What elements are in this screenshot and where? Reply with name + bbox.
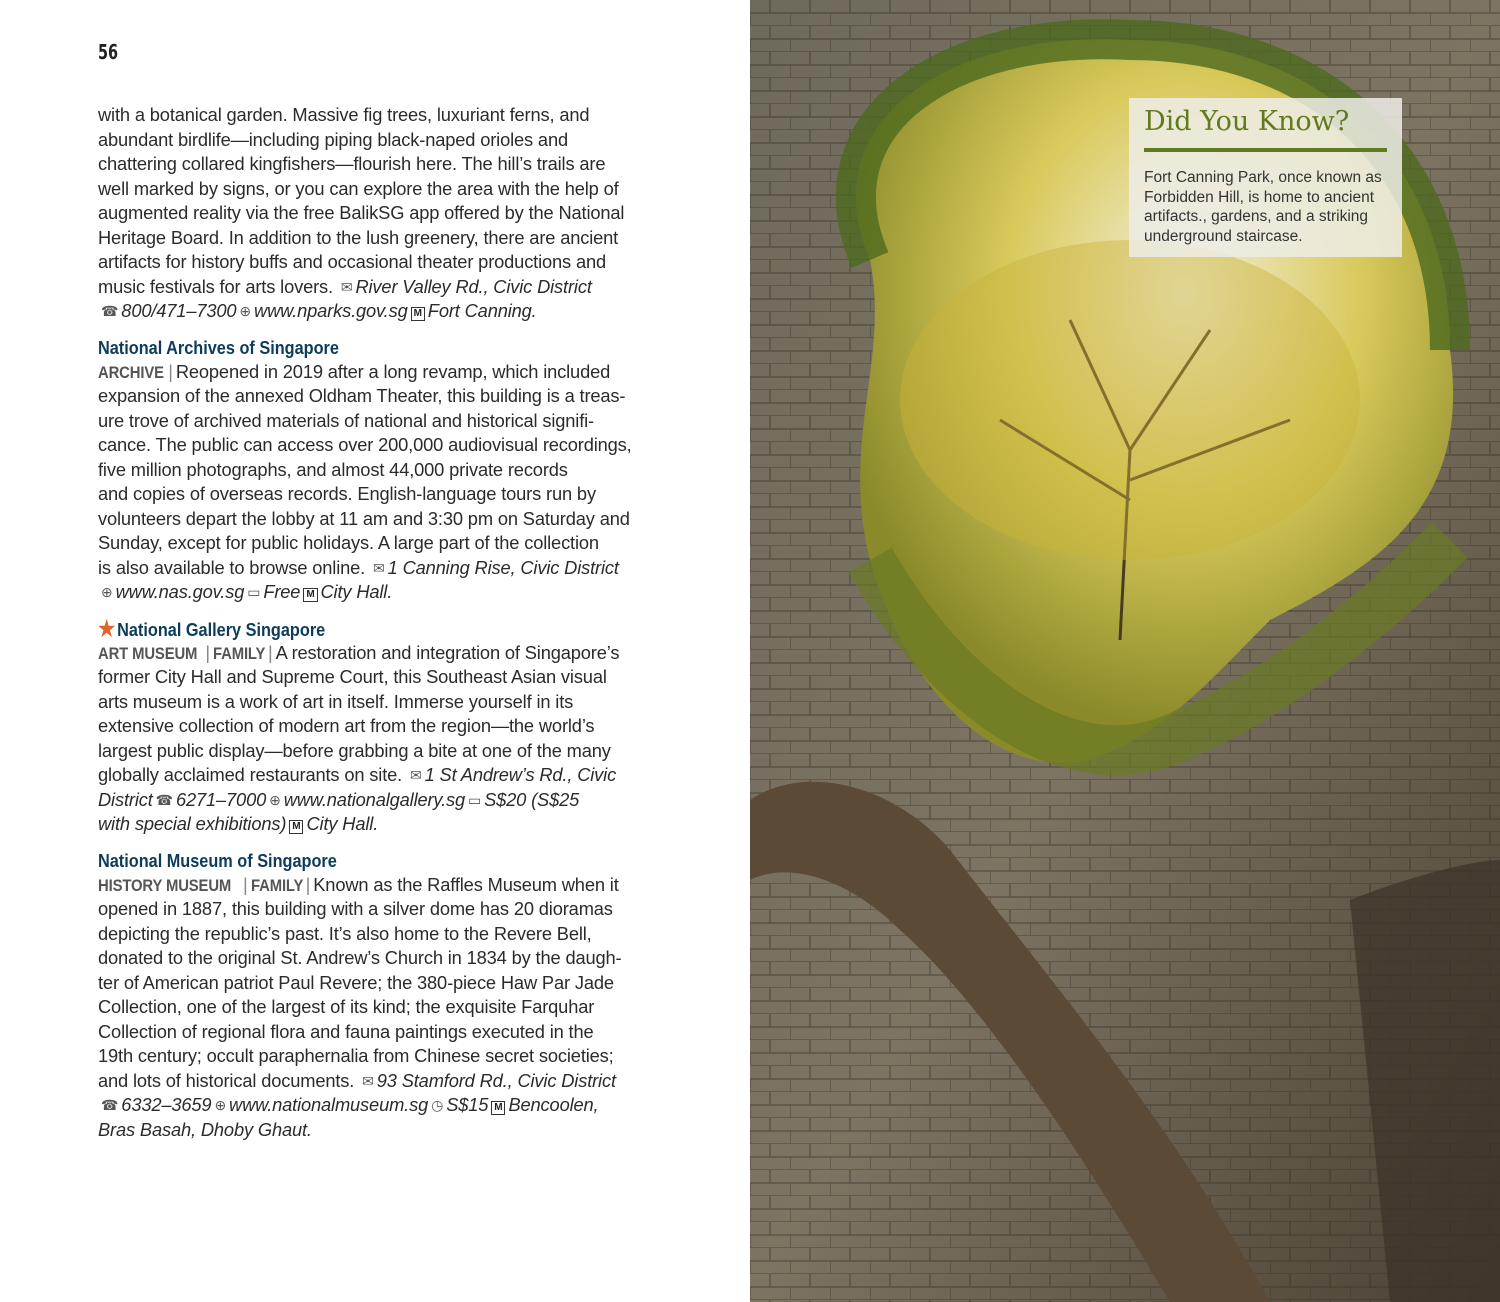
body-text: Collection, one of the largest of its kind; the exquisite Farquhar <box>98 996 595 1017</box>
globe-icon: ⊕ <box>269 791 281 808</box>
text-line <box>98 1069 688 1094</box>
body-text: cance. The public can access over 200,000 audiovisual recordings, <box>98 434 632 455</box>
body-text: ter of American patriot Paul Revere; the 380-piece Haw Par Jade <box>98 971 614 993</box>
listing-heading <box>98 848 617 873</box>
phone-icon: ☎ <box>101 1097 119 1113</box>
text-line <box>98 873 688 898</box>
body-text: music festivals for arts lovers. <box>98 275 338 297</box>
info-text: with special exhibitions) <box>98 813 287 834</box>
clock-icon: ◷ <box>431 1097 444 1113</box>
separator: | <box>168 360 173 382</box>
body-text: and lots of historical documents. <box>98 1069 360 1091</box>
listing-entry <box>98 103 688 324</box>
info-text: 93 Stamford Rd., Civic District <box>376 1069 616 1091</box>
category-label: FAMILY <box>250 876 303 895</box>
body-text: donated to the original St. Andrew’s Church in 1834 by the daugh- <box>98 947 622 968</box>
listing-title: National Museum of Singapore <box>98 849 337 871</box>
globe-icon: ⊕ <box>101 584 113 600</box>
text-line <box>98 482 688 507</box>
text-line <box>98 299 688 324</box>
body-text: largest public display—before grabbing a bite at one of the many <box>98 739 611 761</box>
listing-heading <box>98 616 617 641</box>
text-line <box>98 226 688 251</box>
info-text: 800/471–7300 <box>121 300 237 321</box>
body-text: and copies of overseas records. English-language tours run by <box>98 483 596 504</box>
text-line <box>98 690 688 715</box>
text-line <box>98 714 688 739</box>
body-text: A restoration and integration of Singapore’s <box>275 641 620 663</box>
text-line <box>98 250 688 275</box>
phone-icon: ☎ <box>101 303 119 319</box>
callout-text: Fort Canning Park, once known as Forbidden Hill, is home to ancient artifacts., gardens, and a striking underground staircase. <box>1144 169 1382 245</box>
listing-entry <box>98 848 688 1143</box>
body-text: ure trove of archived materials of national and historical signifi- <box>98 409 594 431</box>
callout-title: Did You Know? <box>1144 106 1350 137</box>
text-line <box>98 531 688 556</box>
body-text: 19th century; occult paraphernalia from Chinese secret societies; <box>98 1045 614 1066</box>
info-text: www.nationalmuseum.sg <box>229 1094 429 1115</box>
text-line <box>98 580 688 605</box>
page-number: 56 <box>98 40 119 64</box>
info-text: www.nas.gov.sg <box>115 581 245 602</box>
text-line <box>98 556 688 581</box>
metro-icon: M <box>289 820 303 834</box>
body-text: with a botanical garden. Massive fig trees, luxuriant ferns, and <box>98 104 590 125</box>
text-line <box>98 739 688 764</box>
staircase-photo <box>750 0 1500 1302</box>
listing-title: National Archives of Singapore <box>98 336 339 358</box>
body-text: former City Hall and Supreme Court, this Southeast Asian visual <box>98 666 607 687</box>
text-line <box>98 1044 688 1069</box>
info-text: www.nparks.gov.sg <box>254 300 408 321</box>
text-line <box>98 409 688 434</box>
info-text: City Hall. <box>306 813 379 834</box>
separator: | <box>242 873 248 895</box>
info-text: City Hall. <box>320 581 393 602</box>
body-text: Reopened in 2019 after a long revamp, which included <box>175 360 611 382</box>
separator: | <box>268 641 273 663</box>
body-text: extensive collection of modern art from the region—the world’s <box>98 715 595 736</box>
text-line <box>98 788 688 813</box>
info-text: District <box>98 788 153 810</box>
info-text: 6271–7000 <box>175 788 267 810</box>
listing-entry <box>98 335 688 605</box>
text-line <box>98 995 688 1020</box>
globe-icon: ⊕ <box>239 303 252 319</box>
text-line <box>98 1093 688 1118</box>
info-text: S$15 <box>446 1094 489 1115</box>
mail-icon: ✉ <box>410 767 422 783</box>
info-text: S$20 (S$25 <box>484 788 580 810</box>
text-line <box>98 201 688 226</box>
text-line <box>98 897 688 922</box>
ticket-icon: ▭ <box>247 584 261 600</box>
body-text: well marked by signs, or you can explore the area with the help of <box>98 177 619 199</box>
text-line <box>98 665 688 690</box>
body-text: Known as the Raffles Museum when it <box>313 873 619 895</box>
info-text: 6332–3659 <box>121 1094 212 1115</box>
info-text: 1 Canning Rise, Civic District <box>387 556 619 578</box>
metro-icon: M <box>491 1101 505 1115</box>
mail-icon: ✉ <box>373 559 385 576</box>
text-line <box>98 641 688 666</box>
info-text: Fort Canning. <box>427 300 537 321</box>
page-body <box>98 103 688 1153</box>
phone-icon: ☎ <box>155 791 173 808</box>
body-text: Heritage Board. In addition to the lush greenery, there are ancient <box>98 226 619 248</box>
ticket-icon: ▭ <box>468 791 482 808</box>
category-label: ARCHIVE <box>98 363 164 382</box>
text-line <box>98 360 688 385</box>
body-text: arts museum is a work of art in itself. Immerse yourself in its <box>98 690 574 712</box>
did-you-know-callout <box>1129 98 1402 257</box>
body-text: depicting the republic’s past. It’s also home to the Revere Bell, <box>98 922 592 944</box>
body-text: volunteers depart the lobby at 11 am and 3:30 pm on Saturday and <box>98 507 630 529</box>
body-text: abundant birdlife—including piping black-naped orioles and <box>98 128 568 150</box>
text-line <box>98 177 688 202</box>
body-text: is also available to browse online. <box>98 556 371 578</box>
info-text: Bencoolen, <box>508 1094 599 1115</box>
mail-icon: ✉ <box>362 1072 374 1089</box>
body-text: expansion of the annexed Oldham Theater, this building is a treas- <box>98 385 626 406</box>
text-line <box>98 128 688 153</box>
listing-entry <box>98 616 688 837</box>
separator: | <box>305 873 311 895</box>
body-text: Collection of regional flora and fauna paintings executed in the <box>98 1020 594 1042</box>
separator: | <box>205 641 210 663</box>
text-line <box>98 763 688 788</box>
body-text: artifacts for history buffs and occasional theater productions and <box>98 251 607 272</box>
text-line <box>98 275 688 300</box>
text-line <box>98 1118 688 1143</box>
info-text: Bras Basah, Dhoby Ghaut. <box>98 1118 312 1140</box>
info-text: 1 St Andrew’s Rd., Civic <box>424 764 617 785</box>
body-text: chattering collared kingfishers—flourish here. The hill’s trails are <box>98 153 606 174</box>
text-line <box>98 946 688 971</box>
body-text: five million photographs, and almost 44,000 private records <box>98 458 568 480</box>
category-label: FAMILY <box>212 644 266 663</box>
text-line <box>98 433 688 458</box>
category-label: HISTORY MUSEUM <box>98 876 232 895</box>
body-text: augmented reality via the free BalikSG app offered by the National <box>98 202 625 223</box>
text-line <box>98 103 688 128</box>
text-line <box>98 1020 688 1045</box>
listing-title: National Gallery Singapore <box>117 618 326 640</box>
text-line <box>98 458 688 483</box>
listing-heading <box>98 335 617 360</box>
text-line <box>98 812 688 837</box>
info-text: River Valley Rd., Civic District <box>355 275 592 297</box>
text-line <box>98 152 688 177</box>
star-icon: ★ <box>98 615 116 641</box>
text-line <box>98 971 688 996</box>
metro-icon: M <box>303 588 317 602</box>
mail-icon: ✉ <box>340 278 353 295</box>
callout-rule <box>1144 148 1387 152</box>
body-text: Sunday, except for public holidays. A large part of the collection <box>98 532 599 553</box>
info-text: www.nationalgallery.sg <box>283 788 465 810</box>
text-line <box>98 384 688 409</box>
body-text: globally acclaimed restaurants on site. <box>98 764 408 785</box>
info-text: Free <box>263 581 301 602</box>
text-line <box>98 507 688 532</box>
body-text: opened in 1887, this building with a silver dome has 20 dioramas <box>98 898 613 919</box>
text-line <box>98 922 688 947</box>
globe-icon: ⊕ <box>214 1097 227 1113</box>
category-label: ART MUSEUM <box>98 644 198 663</box>
metro-icon: M <box>411 307 425 321</box>
